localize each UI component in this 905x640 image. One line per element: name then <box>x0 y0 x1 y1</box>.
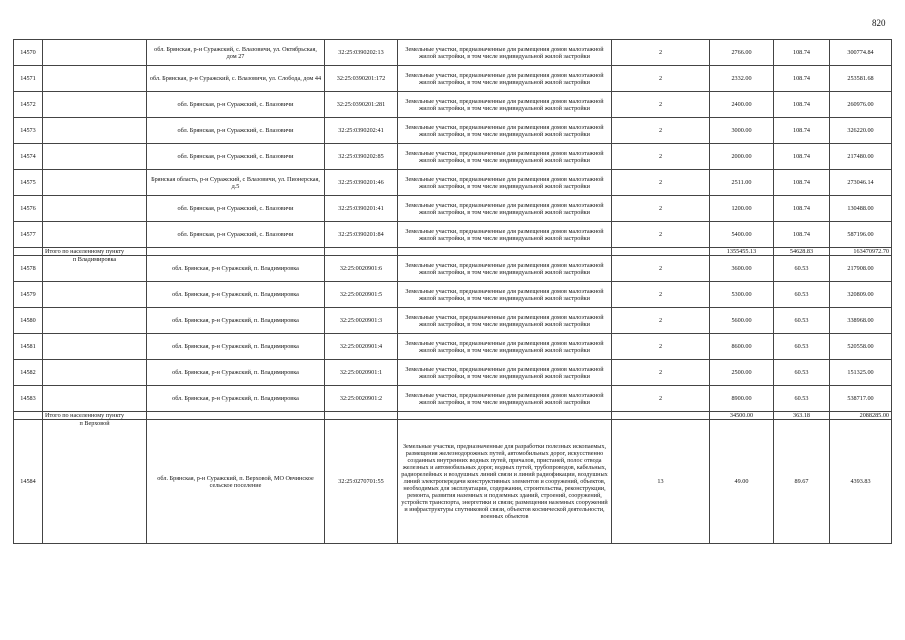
area-cell: 8600.00 <box>710 334 774 360</box>
settlement-cell <box>43 360 147 386</box>
settlement-cell <box>43 222 147 248</box>
table-row <box>14 420 892 544</box>
specific-value-cell: 108.74 <box>774 196 830 222</box>
settlement-cell <box>43 66 147 92</box>
table-body <box>14 40 892 544</box>
subtotal-specific-value: 54628.83 <box>774 248 830 256</box>
land-use-cell: Земельные участки, предназначенные для размещения домов малоэтажной жилой застройки, в том числе индивидуальной жилой застройки <box>398 118 612 144</box>
settlement-cell <box>43 282 147 308</box>
cadastral-value-cell: 273046.14 <box>830 170 892 196</box>
table-row <box>14 118 892 144</box>
subtotal-label: Итого по населенному пункту <box>43 412 147 420</box>
address-cell: обл. Брянская, р-н Суражский, с. Влазовичи <box>147 144 325 170</box>
area-cell: 5300.00 <box>710 282 774 308</box>
cadastral-value-cell: 520558.00 <box>830 334 892 360</box>
land-use-cell: Земельные участки, предназначенные для размещения домов малоэтажной жилой застройки, в том числе индивидуальной жилой застройки <box>398 360 612 386</box>
land-use-cell: Земельные участки, предназначенные для размещения домов малоэтажной жилой застройки, в том числе индивидуальной жилой застройки <box>398 196 612 222</box>
area-cell: 49.00 <box>710 420 774 544</box>
specific-value-cell: 89.67 <box>774 420 830 544</box>
address-cell: обл. Брянская, р-н Суражский, п. Владимировка <box>147 360 325 386</box>
group-cell: 2 <box>612 282 710 308</box>
row-number-cell: 14578 <box>14 256 43 282</box>
empty-cell <box>398 248 612 256</box>
specific-value-cell: 60.53 <box>774 256 830 282</box>
land-use-cell: Земельные участки, предназначенные для размещения домов малоэтажной жилой застройки, в том числе индивидуальной жилой застройки <box>398 170 612 196</box>
area-cell: 2500.00 <box>710 360 774 386</box>
cadastral-number-cell: 32:25:0390202:85 <box>325 144 398 170</box>
subtotal-row <box>14 248 892 256</box>
group-cell: 2 <box>612 256 710 282</box>
land-use-cell: Земельные участки, предназначенные для размещения домов малоэтажной жилой застройки, в том числе индивидуальной жилой застройки <box>398 66 612 92</box>
cadastral-number-cell: 32:25:0020901:1 <box>325 360 398 386</box>
subtotal-spacer-cell <box>14 412 43 420</box>
cadastral-number-cell: 32:25:0390201:46 <box>325 170 398 196</box>
row-number-cell: 14584 <box>14 420 43 544</box>
row-number-cell: 14571 <box>14 66 43 92</box>
group-cell: 2 <box>612 196 710 222</box>
address-cell: обл. Брянская, р-н Суражский, с. Влазовичи <box>147 196 325 222</box>
table-row <box>14 222 892 248</box>
subtotal-value: 2088285.00 <box>830 412 892 420</box>
row-number-cell: 14573 <box>14 118 43 144</box>
area-cell: 3000.00 <box>710 118 774 144</box>
address-cell: обл. Брянская, р-н Суражский, с. Влазовичи <box>147 118 325 144</box>
table-row <box>14 92 892 118</box>
row-number-cell: 14581 <box>14 334 43 360</box>
group-cell: 2 <box>612 360 710 386</box>
cadastral-value-cell: 338968.00 <box>830 308 892 334</box>
empty-cell <box>612 412 710 420</box>
address-cell: обл. Брянская, р-н Суражский, п. Владимировка <box>147 334 325 360</box>
table-row <box>14 360 892 386</box>
cadastral-number-cell: 32:25:0020901:4 <box>325 334 398 360</box>
empty-cell <box>325 248 398 256</box>
subtotal-row <box>14 412 892 420</box>
subtotal-area: 1355455.13 <box>710 248 774 256</box>
specific-value-cell: 108.74 <box>774 66 830 92</box>
group-cell: 2 <box>612 308 710 334</box>
settlement-cell <box>43 144 147 170</box>
group-cell: 13 <box>612 420 710 544</box>
cadastral-number-cell: 32:25:0390202:13 <box>325 40 398 66</box>
cadastral-number-cell: 32:25:0020901:3 <box>325 308 398 334</box>
specific-value-cell: 108.74 <box>774 222 830 248</box>
group-cell: 2 <box>612 170 710 196</box>
empty-cell <box>325 412 398 420</box>
row-number-cell: 14575 <box>14 170 43 196</box>
specific-value-cell: 60.53 <box>774 386 830 412</box>
subtotal-label: Итого по населенному пункту <box>43 248 147 256</box>
settlement-cell <box>43 196 147 222</box>
group-cell: 2 <box>612 386 710 412</box>
row-number-cell: 14572 <box>14 92 43 118</box>
subtotal-spacer-cell <box>14 248 43 256</box>
row-number-cell: 14576 <box>14 196 43 222</box>
cadastral-value-cell: 326220.00 <box>830 118 892 144</box>
specific-value-cell: 60.53 <box>774 282 830 308</box>
address-cell: обл. Брянская, р-н Суражский, п. Владимировка <box>147 386 325 412</box>
row-number-cell: 14583 <box>14 386 43 412</box>
row-number-cell: 14582 <box>14 360 43 386</box>
table-row <box>14 386 892 412</box>
table-row <box>14 256 892 282</box>
settlement-cell <box>43 170 147 196</box>
address-cell: обл. Брянская, р-н Суражский, п. Владимировка <box>147 256 325 282</box>
group-cell: 2 <box>612 222 710 248</box>
cadastral-number-cell: 32:25:0020901:5 <box>325 282 398 308</box>
subtotal-specific-value: 363.18 <box>774 412 830 420</box>
table-row <box>14 66 892 92</box>
settlement-cell <box>43 386 147 412</box>
area-cell: 2400.00 <box>710 92 774 118</box>
empty-cell <box>147 248 325 256</box>
land-use-cell: Земельные участки, предназначенные для размещения домов малоэтажной жилой застройки, в том числе индивидуальной жилой застройки <box>398 308 612 334</box>
group-cell: 2 <box>612 92 710 118</box>
specific-value-cell: 108.74 <box>774 144 830 170</box>
empty-cell <box>147 412 325 420</box>
settlement-cell <box>43 92 147 118</box>
address-cell: обл. Брянская, р-н Суражский, с. Влазовичи, ул. Слобода, дом 44 <box>147 66 325 92</box>
area-cell: 8900.00 <box>710 386 774 412</box>
area-cell: 5400.00 <box>710 222 774 248</box>
cadastral-number-cell: 32:25:0390201:41 <box>325 196 398 222</box>
cadastral-number-cell: 32:25:0270701:55 <box>325 420 398 544</box>
subtotal-value: 163470972.70 <box>830 248 892 256</box>
cadastral-value-cell: 320809.00 <box>830 282 892 308</box>
cadastral-number-cell: 32:25:0390201:281 <box>325 92 398 118</box>
group-cell: 2 <box>612 144 710 170</box>
cadastral-value-cell: 253581.68 <box>830 66 892 92</box>
settlement-cell <box>43 334 147 360</box>
specific-value-cell: 60.53 <box>774 360 830 386</box>
cadastral-value-table <box>13 39 892 544</box>
specific-value-cell: 60.53 <box>774 334 830 360</box>
land-use-cell: Земельные участки, предназначенные для размещения домов малоэтажной жилой застройки, в том числе индивидуальной жилой застройки <box>398 40 612 66</box>
area-cell: 2766.00 <box>710 40 774 66</box>
settlement-cell: п Верховой <box>43 420 147 544</box>
table-row <box>14 170 892 196</box>
land-use-cell: Земельные участки, предназначенные для размещения домов малоэтажной жилой застройки, в том числе индивидуальной жилой застройки <box>398 386 612 412</box>
cadastral-number-cell: 32:25:0020901:6 <box>325 256 398 282</box>
settlement-cell <box>43 308 147 334</box>
cadastral-value-cell: 217908.00 <box>830 256 892 282</box>
empty-cell <box>612 248 710 256</box>
address-cell: обл. Брянская, р-н Суражский, с. Влазовичи, ул. Октябрьская, дом 27 <box>147 40 325 66</box>
empty-cell <box>398 412 612 420</box>
land-use-cell: Земельные участки, предназначенные для размещения домов малоэтажной жилой застройки, в том числе индивидуальной жилой застройки <box>398 256 612 282</box>
row-number-cell: 14579 <box>14 282 43 308</box>
row-number-cell: 14577 <box>14 222 43 248</box>
row-number-cell: 14570 <box>14 40 43 66</box>
address-cell: Брянская область, р-н Суражский, с Влазовичи, ул. Пионерская, д.5 <box>147 170 325 196</box>
specific-value-cell: 108.74 <box>774 118 830 144</box>
cadastral-number-cell: 32:25:0390202:41 <box>325 118 398 144</box>
cadastral-value-cell: 130488.00 <box>830 196 892 222</box>
area-cell: 5600.00 <box>710 308 774 334</box>
cadastral-value-cell: 300774.84 <box>830 40 892 66</box>
table-row <box>14 282 892 308</box>
group-cell: 2 <box>612 66 710 92</box>
table-row <box>14 144 892 170</box>
land-use-cell: Земельные участки, предназначенные для размещения домов малоэтажной жилой застройки, в том числе индивидуальной жилой застройки <box>398 144 612 170</box>
settlement-cell <box>43 118 147 144</box>
cadastral-value-cell: 217480.00 <box>830 144 892 170</box>
cadastral-value-cell: 260976.00 <box>830 92 892 118</box>
cadastral-value-cell: 538717.00 <box>830 386 892 412</box>
group-cell: 2 <box>612 118 710 144</box>
settlement-cell: п Владимировка <box>43 256 147 282</box>
address-cell: обл. Брянская, р-н Суражский, с. Влазовичи <box>147 222 325 248</box>
land-use-cell: Земельные участки, предназначенные для размещения домов малоэтажной жилой застройки, в том числе индивидуальной жилой застройки <box>398 222 612 248</box>
area-cell: 2511.00 <box>710 170 774 196</box>
area-cell: 1200.00 <box>710 196 774 222</box>
specific-value-cell: 60.53 <box>774 308 830 334</box>
row-number-cell: 14580 <box>14 308 43 334</box>
table-row <box>14 334 892 360</box>
land-use-cell: Земельные участки, предназначенные для размещения домов малоэтажной жилой застройки, в том числе индивидуальной жилой застройки <box>398 282 612 308</box>
specific-value-cell: 108.74 <box>774 170 830 196</box>
settlement-cell <box>43 40 147 66</box>
cadastral-value-cell: 4393.83 <box>830 420 892 544</box>
table-row <box>14 40 892 66</box>
table-row <box>14 308 892 334</box>
subtotal-area: 34500.00 <box>710 412 774 420</box>
land-use-cell: Земельные участки, предназначенные для разработки полезных ископаемых, размещения железнодорожных путей, автомобильных дорог, искусственно созданных внутренних водных путей, причалов, пристаней, полос отвода железных и автомобильных дорог, водных путей, трубопроводов, кабельных, радиорелейных и воздушных линий связи и линий радиофикации, воздушных линий электропередачи конструктивных элементов и сооружений, объектов, необходимых для эксплуатации, содержания, строительства, реконструкции, ремонта, развития наземных и подземных зданий, строений, сооружений, устройств транспорта, энергетики и связи; размещения наземных сооружений и инфраструктуры спутниковой связи, объектов космической деятельности, военных объектов <box>398 420 612 544</box>
page-number: 820 <box>872 18 886 28</box>
land-use-cell: Земельные участки, предназначенные для размещения домов малоэтажной жилой застройки, в том числе индивидуальной жилой застройки <box>398 92 612 118</box>
area-cell: 2000.00 <box>710 144 774 170</box>
address-cell: обл. Брянская, р-н Суражский, с. Влазовичи <box>147 92 325 118</box>
cadastral-number-cell: 32:25:0390201:172 <box>325 66 398 92</box>
group-cell: 2 <box>612 334 710 360</box>
cadastral-number-cell: 32:25:0020901:2 <box>325 386 398 412</box>
address-cell: обл. Брянская, р-н Суражский, п. Владимировка <box>147 308 325 334</box>
group-cell: 2 <box>612 40 710 66</box>
address-cell: обл. Брянская, р-н Суражский, п. Владимировка <box>147 282 325 308</box>
cadastral-number-cell: 32:25:0390201:84 <box>325 222 398 248</box>
cadastral-value-cell: 151325.00 <box>830 360 892 386</box>
cadastral-value-cell: 587196.00 <box>830 222 892 248</box>
specific-value-cell: 108.74 <box>774 92 830 118</box>
area-cell: 3600.00 <box>710 256 774 282</box>
table-row <box>14 196 892 222</box>
specific-value-cell: 108.74 <box>774 40 830 66</box>
area-cell: 2332.00 <box>710 66 774 92</box>
row-number-cell: 14574 <box>14 144 43 170</box>
land-use-cell: Земельные участки, предназначенные для размещения домов малоэтажной жилой застройки, в том числе индивидуальной жилой застройки <box>398 334 612 360</box>
address-cell: обл. Брянская, р-н Суражский, п. Верховой, МО Овчинское сельское поселение <box>147 420 325 544</box>
